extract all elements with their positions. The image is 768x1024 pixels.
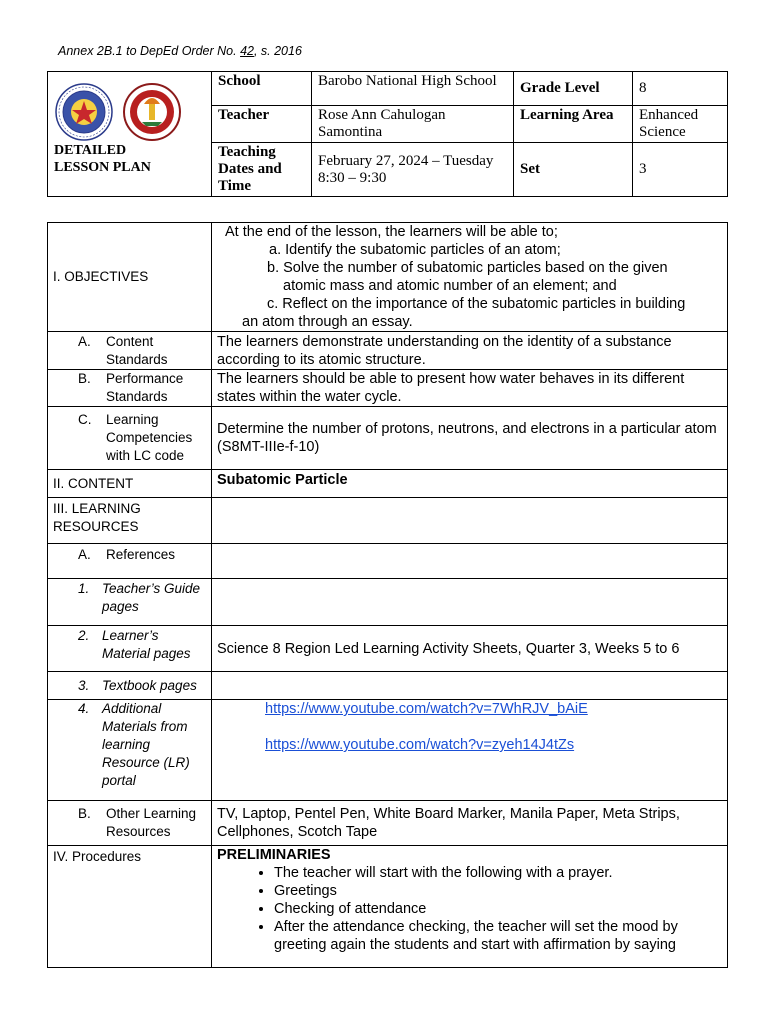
learning-area-value: Enhanced Science [633,106,728,143]
grade-level-label: Grade Level [514,72,633,106]
annex-reference [58,44,302,58]
school-seal-icon [124,84,180,140]
content-label: II. CONTENT [48,470,212,498]
performance-standards-row [48,370,728,407]
learners-material-number: 2. [78,628,90,643]
references-value [212,544,728,579]
content-standards-row [48,332,728,370]
list-item: • Checking of attendance [274,900,722,918]
content-standards-letter: A. [78,333,91,349]
performance-standards-value: The learners should be able to present how water behaves in its different states within the water cycle. [212,370,728,407]
plan-title-line1: DETAILED [54,143,127,158]
content-standards-label [48,332,212,370]
set-label: Set [514,143,633,197]
competencies-letter: C. [78,412,92,427]
annex-order-number: 42 [240,44,254,58]
list-item: • Greetings [274,882,722,900]
procedures-row [48,846,728,968]
youtube-link-2[interactable]: https://www.youtube.com/watch?v=zyeh14J4tZs [265,737,575,753]
learning-resources-row [48,498,728,544]
teaching-dates-value: February 27, 2024 – Tuesday 8:30 – 9:30 [312,143,514,197]
textbook-row [48,672,728,700]
objective-b-line1: b. Solve the number of subatomic particles based on the given [267,260,668,276]
teachers-guide-title: Teacher’s Guide pages [102,581,201,614]
seal-logos [52,82,212,142]
references-title: References [106,547,176,562]
textbook-title: Textbook pages [102,677,197,693]
youtube-link-1[interactable]: https://www.youtube.com/watch?v=7WhRJV_bAiE [265,701,588,717]
annex-prefix: Annex 2B.1 to DepEd Order No. [58,44,237,58]
additional-materials-title: Additional Materials from learning Resource (LR) portal [102,701,190,788]
plan-title-line2: LESSON PLAN [54,160,151,175]
learning-resources-value [212,498,728,544]
teachers-guide-number: 1. [78,581,90,596]
references-row [48,544,728,579]
objective-c-line1: c. Reflect on the importance of the subatomic particles in building [267,296,686,312]
list-item: • The teacher will start with the following with a prayer. [274,864,722,882]
lesson-header-table [47,71,728,197]
annex-suffix: , s. 2016 [253,44,302,58]
additional-materials-value [212,700,728,801]
performance-standards-label [48,370,212,407]
teachers-guide-row [48,579,728,626]
textbook-label [48,672,212,700]
deped-seal-icon [56,84,112,140]
performance-standards-title: Performance Standards [106,371,184,404]
content-standards-title: Content Standards [106,333,168,367]
competencies-label [48,407,212,470]
teachers-guide-label [48,579,212,626]
textbook-value [212,672,728,700]
other-resources-title: Other Learning Resources [106,806,197,839]
teacher-label: Teacher [212,106,312,143]
lesson-plan-table [47,222,728,968]
learning-area-label: Learning Area [514,106,633,143]
content-standards-value: The learners demonstrate understanding on the identity of a substance according to its atomic structure. [212,332,728,370]
objective-a: a. Identify the subatomic particles of an atom; [269,242,561,258]
plan-title [54,142,151,176]
objective-b-line2: atomic mass and atomic number of an element; and [283,278,617,294]
objectives-row [48,223,728,332]
grade-level-value: 8 [633,72,728,106]
performance-standards-letter: B. [78,371,91,386]
set-value: 3 [633,143,728,197]
other-resources-value: TV, Laptop, Pentel Pen, White Board Marker, Manila Paper, Meta Strips, Cellphones, Scotch Tape [212,801,728,846]
references-label [48,544,212,579]
procedures-content [212,846,728,968]
teacher-value: Rose Ann Cahulogan Samontina [312,106,514,143]
content-value: Subatomic Particle [212,470,728,498]
other-resources-letter: B. [78,806,91,821]
preliminaries-list [217,864,722,954]
learners-material-label [48,626,212,672]
other-resources-row [48,801,728,846]
competencies-value: Determine the number of protons, neutrons, and electrons in a particular atom (S8MT-IIIe-f-10) [212,407,728,470]
preliminaries-heading: PRELIMINARIES [217,847,331,863]
objectives-content [212,223,728,332]
list-item: • After the attendance checking, the teacher will set the mood by greeting again the students and start with affirmation by saying [274,918,722,954]
objectives-label: I. OBJECTIVES [48,223,212,332]
objectives-intro: At the end of the lesson, the learners will be able to; [225,224,558,240]
learners-material-value: Science 8 Region Led Learning Activity Sheets, Quarter 3, Weeks 5 to 6 [212,626,728,672]
content-row [48,470,728,498]
other-resources-label [48,801,212,846]
teachers-guide-value [212,579,728,626]
learning-resources-label: III. LEARNING RESOURCES [48,498,212,544]
competencies-row [48,407,728,470]
procedures-label: IV. Procedures [48,846,212,968]
additional-materials-row [48,700,728,801]
competencies-title: Learning Competencies with LC code [106,412,193,463]
header-logo-cell [48,72,212,197]
learners-material-title: Learner’s Material pages [102,628,191,661]
school-value: Barobo National High School [312,72,514,106]
school-label: School [212,72,312,106]
objective-c-line2: an atom through an essay. [242,314,413,330]
references-letter: A. [78,547,91,562]
additional-materials-label [48,700,212,801]
teaching-dates-label: Teaching Dates and Time [212,143,312,197]
learners-material-row [48,626,728,672]
additional-materials-number: 4. [78,701,90,716]
textbook-number: 3. [78,677,90,693]
